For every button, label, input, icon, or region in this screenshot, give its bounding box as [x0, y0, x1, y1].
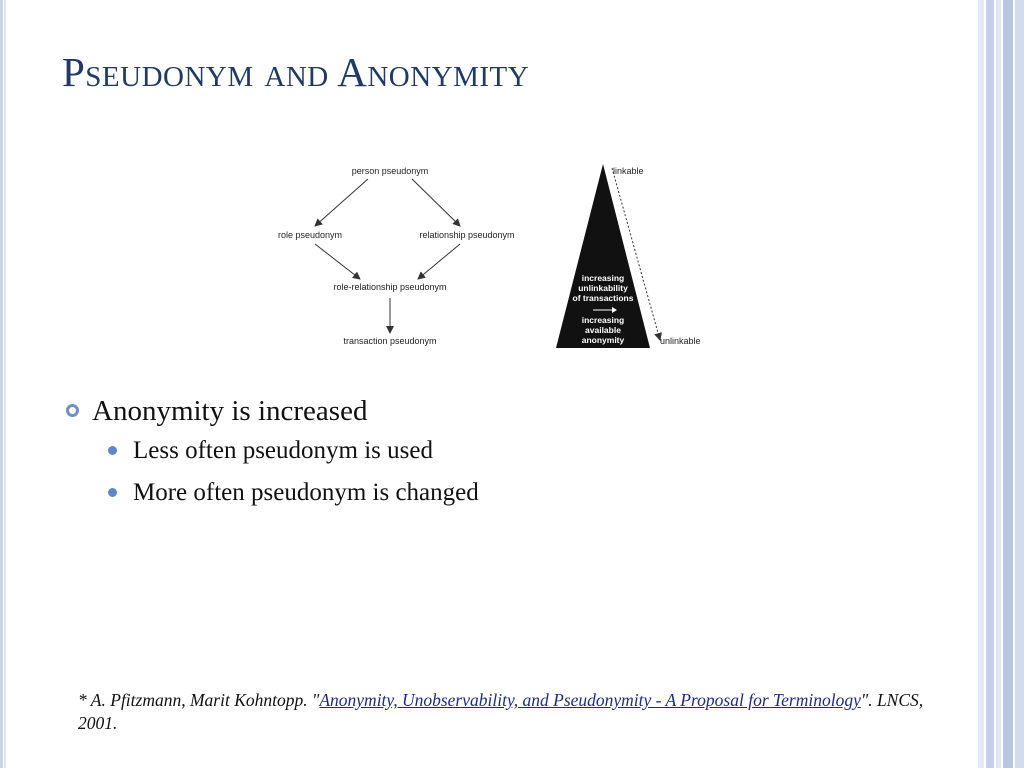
edge-relationship-to-role-relationship [418, 244, 460, 279]
triangle-text-line: increasing [581, 273, 625, 283]
node-person-pseudonym: person pseudonym [351, 166, 429, 176]
bullet-dot-icon [108, 488, 117, 497]
right-decor-stripe [1003, 0, 1013, 768]
sub-bullet-item [64, 472, 479, 514]
triangle-text-line: increasing [581, 315, 625, 325]
reference-footnote [78, 689, 958, 735]
node-transaction-pseudonym: transaction pseudonym [343, 336, 437, 346]
bullet-ring-icon [66, 404, 79, 417]
slide-title: Pseudonym and Anonymity [62, 49, 530, 95]
right-decor-stripe [986, 0, 994, 768]
bullet-list [64, 392, 479, 514]
bullet-item [64, 392, 479, 430]
bullet-text: Anonymity is increased [92, 395, 368, 427]
pseudonym-figure [260, 158, 730, 354]
pseudonym-diagram [260, 158, 730, 354]
linkable-label: linkable [613, 166, 644, 176]
triangle-text-line: anonymity [581, 335, 625, 345]
triangle-text-line: of transactions [572, 293, 634, 303]
node-role-pseudonym: role pseudonym [277, 230, 343, 240]
node-role-relationship-pseudonym: role-relationship pseudonym [333, 282, 447, 292]
unlinkable-label: unlinkable [660, 336, 701, 346]
edge-person-to-relationship [412, 179, 460, 226]
triangle-text-line: unlinkability [578, 283, 628, 293]
bullet-dot-icon [108, 446, 117, 455]
reference-suffix: ". LNCS, 2001. [78, 690, 924, 733]
sub-bullet-item [64, 430, 479, 472]
edge-person-to-role [315, 179, 368, 226]
right-decor-stripe [978, 0, 984, 768]
sub-bullet-text: Less often pseudonym is used [133, 437, 433, 464]
right-decor-stripe [1015, 0, 1024, 768]
left-decor-bar [0, 0, 3, 768]
sub-bullet-text: More often pseudonym is changed [133, 479, 479, 506]
triangle-text-line: available [585, 325, 621, 335]
node-relationship-pseudonym: relationship pseudonym [419, 230, 515, 240]
reference-link[interactable]: Anonymity, Unobservability, and Pseudonymity - A Proposal for Terminology [319, 690, 861, 710]
left-decor-bar-inner [4, 0, 6, 768]
reference-prefix: * A. Pfitzmann, Marit Kohntopp. " [78, 690, 320, 710]
right-decor-stripe [996, 0, 1001, 768]
edge-role-to-role-relationship [315, 244, 360, 279]
